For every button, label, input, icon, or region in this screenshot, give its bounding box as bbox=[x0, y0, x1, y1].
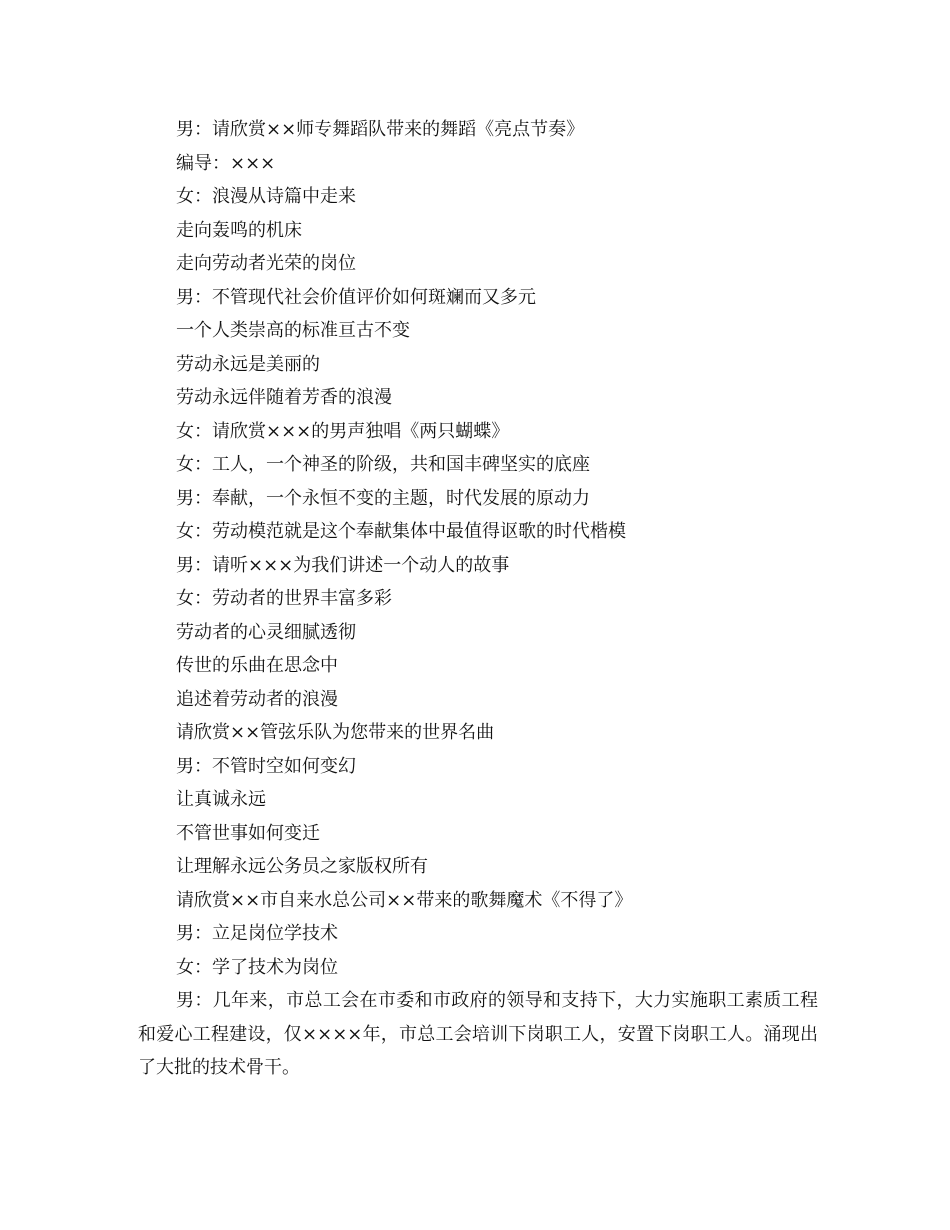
text-line: 男：奉献，一个永恒不变的主题，时代发展的原动力 bbox=[176, 487, 590, 509]
text-line: 劳动永远伴随着芳香的浪漫 bbox=[176, 387, 392, 408]
text-line: 编导：××× bbox=[176, 152, 276, 174]
text-line: 女：劳动模范就是这个奉献集体中最值得讴歌的时代楷模 bbox=[176, 521, 626, 542]
text-line: 请欣赏××管弦乐队为您带来的世界名曲 bbox=[176, 722, 495, 743]
text-line: 劳动者的心灵细腻透彻 bbox=[176, 621, 356, 643]
text-line: 女：学了技术为岗位 bbox=[176, 956, 338, 978]
text-line: 女：请欣赏×××的男声独唱《两只蝴蝶》 bbox=[176, 420, 510, 442]
text-line: 不管世事如何变迁 bbox=[176, 822, 320, 844]
text-line: 走向劳动者光荣的岗位 bbox=[176, 253, 356, 274]
text-line: 女：工人，一个神圣的阶级，共和国丰碑坚实的底座 bbox=[176, 454, 590, 475]
text-line: 一个人类崇高的标准亘古不变 bbox=[176, 320, 410, 341]
text-line: 让真诚永远 bbox=[176, 789, 266, 810]
text-line: 追述着劳动者的浪漫 bbox=[176, 688, 338, 710]
text-line: 女：浪漫从诗篇中走来 bbox=[176, 186, 356, 207]
text-line: 女：劳动者的世界丰富多彩 bbox=[176, 588, 392, 609]
text-line: 男：请听×××为我们讲述一个动人的故事 bbox=[176, 554, 510, 576]
document-body bbox=[138, 113, 818, 1085]
closing-paragraph: 男：几年来，市总工会在市委和市政府的领导和支持下，大力实施职工素质工程和爱心工程建设，仅××××年，市总工会培训下岗职工人，安置下岗职工人。涌现出了大批的技术骨干。 bbox=[138, 990, 818, 1078]
text-line: 男：不管时空如何变幻 bbox=[176, 755, 356, 777]
text-line: 男：立足岗位学技术 bbox=[176, 923, 338, 944]
text-line: 走向轰鸣的机床 bbox=[176, 219, 302, 241]
text-line: 男：请欣赏××师专舞蹈队带来的舞蹈《亮点节奏》 bbox=[176, 119, 585, 140]
text-line: 男：不管现代社会价值评价如何斑斓而又多元 bbox=[176, 286, 536, 308]
text-line: 传世的乐曲在思念中 bbox=[176, 655, 338, 676]
text-line: 请欣赏××市自来水总公司××带来的歌舞魔术《不得了》 bbox=[176, 889, 633, 911]
text-line: 让理解永远公务员之家版权所有 bbox=[176, 856, 428, 877]
text-line: 劳动永远是美丽的 bbox=[176, 353, 320, 375]
